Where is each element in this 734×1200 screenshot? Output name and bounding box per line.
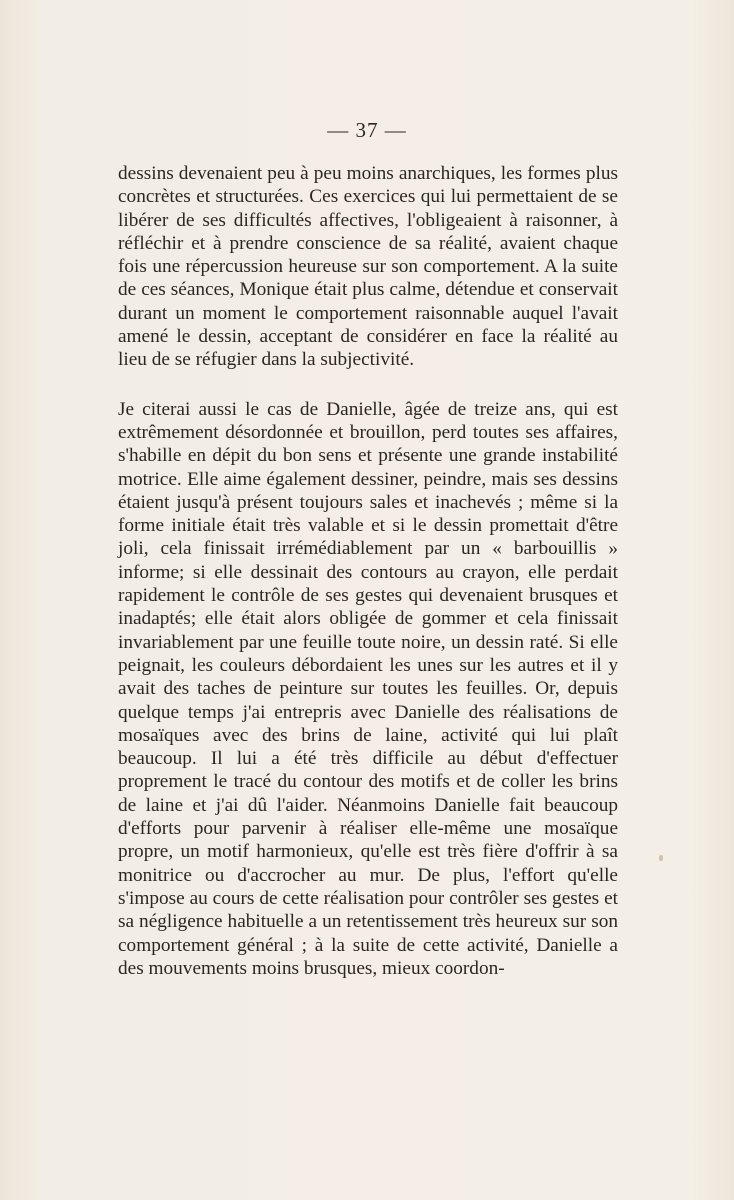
paragraph-1: dessins devenaient peu à peu moins anarchiques, les formes plus concrètes et structurées. Ces exercices qui lui permettaient de se libérer de ses difficultés affectives, l'obligeaient à raisonner, à réfléchir et à prendre conscience de sa réalité, avaient chaque fois une répercussion heureuse sur son comportement. A la suite de ces séances, Monique était plus calme, détendue et conservait durant un moment le comportement raisonnable auquel l'avait amené le dessin, acceptant de considérer en face la réalité au lieu de se réfugier dans la subjectivité. xyxy=(118,163,618,371)
body-text xyxy=(118,162,618,980)
page-number: — 37 — xyxy=(327,118,407,142)
margin-ink-mark xyxy=(659,855,663,861)
paragraph-2: Je citerai aussi le cas de Danielle, âgée de treize ans, qui est extrêmement désordonnée et brouillon, perd toutes ses affaires, s'habille en dépit du bon sens et présente une grande instabilité motrice. Elle aime également dessiner, peindre, mais ses dessins étaient jusqu'à présent toujours sales et inachevés ; même si la forme initiale était très valable et si le dessin promettait d'être joli, cela finissait irrémédiablement par un « barbouillis » informe; si elle dessinait des contours au crayon, elle perdait rapidement le contrôle de ses gestes qui devenaient brusques et inadaptés; elle était alors obligée de gommer et cela finissait invariablement par une feuille toute noire, un dessin raté. Si elle peignait, les couleurs débordaient les unes sur les autres et il y avait des taches de peinture sur toutes les feuilles. Or, depuis quelque temps j'ai entrepris avec Danielle des réalisations de mosaïques avec des brins de laine, activité qui lui plaît beaucoup. Il lui a été très difficile au début d'effectuer proprement le tracé du contour des motifs et de coller les brins de laine et j'ai dû l'aider. Néanmoins Danielle fait beaucoup d'efforts pour parvenir à réaliser elle-même une mosaïque propre, un motif harmonieux, qu'elle est très fière d'offrir à sa monitrice ou d'accrocher au mur. De plus, l'effort qu'elle s'impose au cours de cette réalisation pour contrôler ses gestes et sa négligence habituelle a un retentissement très heureux sur son comportement général ; à la suite de cette activité, Danielle a des mouvements moins brusques, mieux coordon- xyxy=(118,398,618,979)
